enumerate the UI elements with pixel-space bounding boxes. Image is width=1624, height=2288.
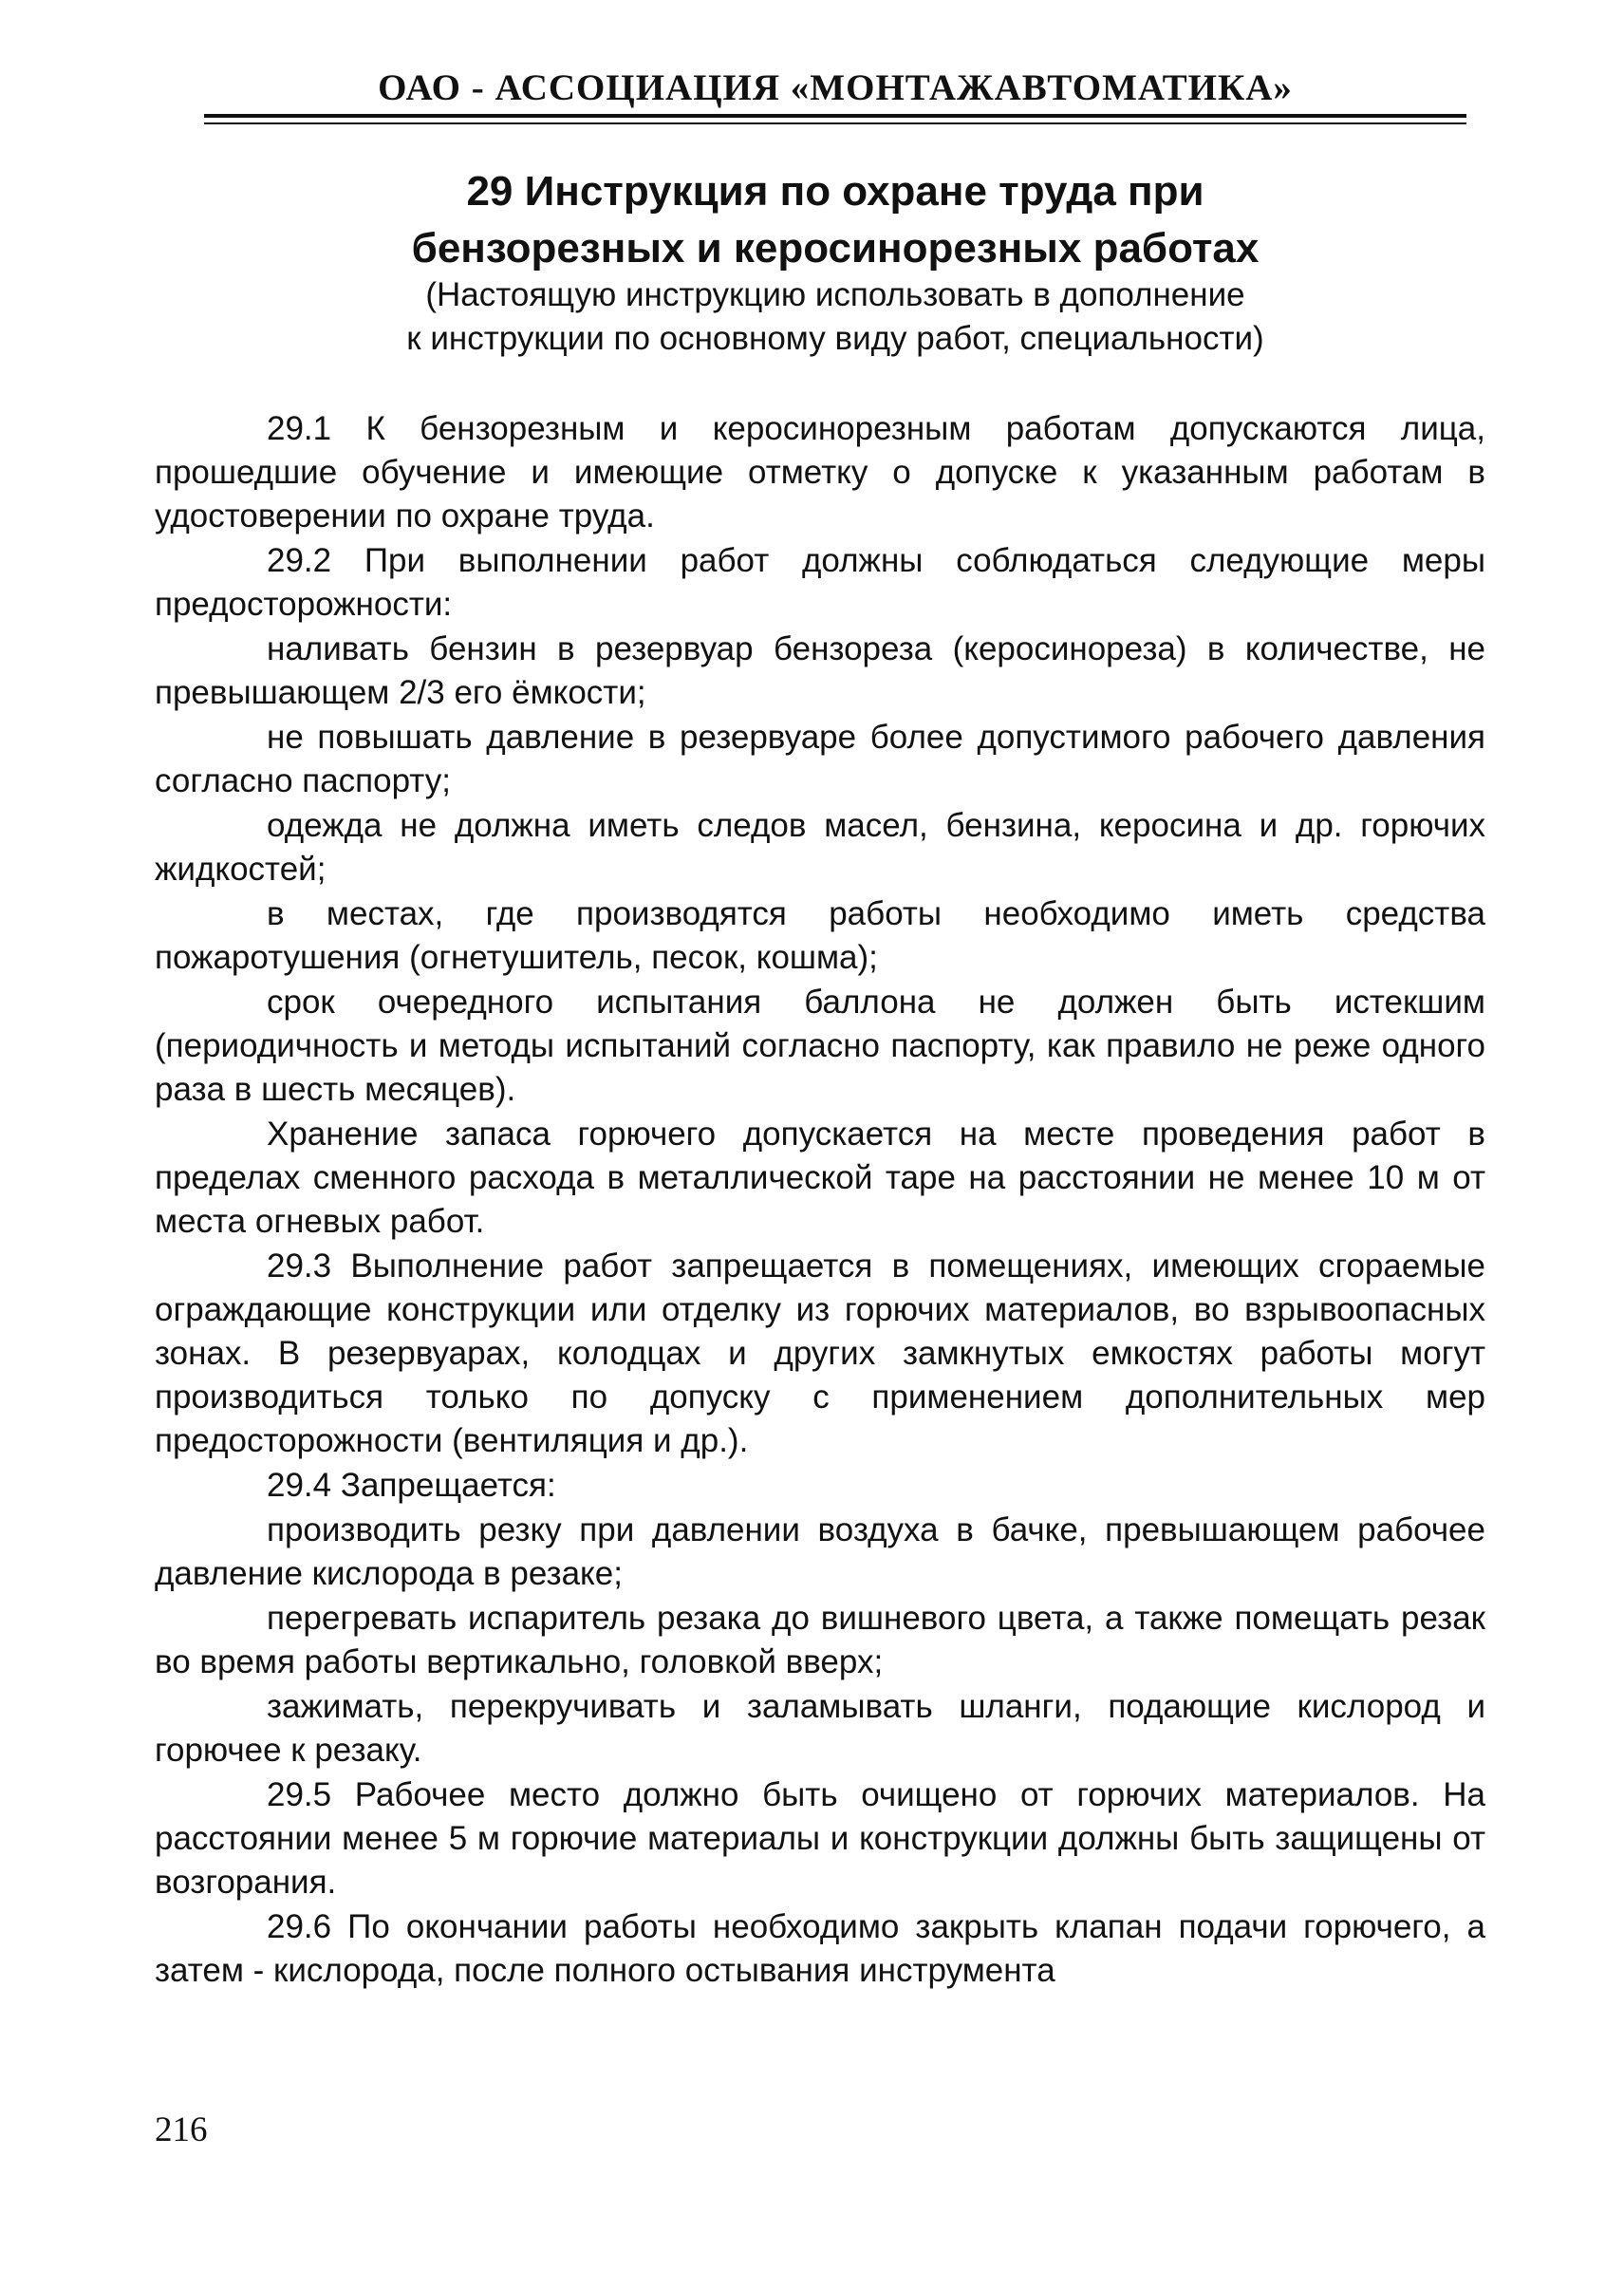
section-subtitle-line-2: к инструкции по основному виду работ, специальности) <box>406 320 1264 357</box>
header-rule-thick <box>204 114 1466 118</box>
paragraph-29-1: 29.1 К бензорезным и керосинорезным работам допускаются лица, прошедшие обучение и имеющие отметку о допуске к указанным работам в удостоверении по охране труда. <box>155 410 1485 534</box>
list-item-pressure: не повышать давление в резервуаре более допустимого рабочего давления согласно паспорту; <box>155 719 1485 799</box>
paragraph-29-5: 29.5 Рабочее место должно быть очищено от горючих материалов. На расстоянии менее 5 м горючие материалы и конструкции должны быть защищены от возгорания. <box>155 1776 1485 1901</box>
list-item-overheat: перегревать испаритель резака до вишневого цвета, а также помещать резак во время работы вертикально, головкой вверх; <box>155 1600 1485 1680</box>
section-title <box>204 163 1466 277</box>
paragraph-29-2: 29.2 При выполнении работ должны соблюдаться следующие меры предосторожности: <box>155 542 1485 623</box>
paragraph-29-4: 29.4 Запрещается: <box>267 1467 556 1504</box>
page-number: 216 <box>155 2110 208 2149</box>
list-item-air-pressure: производить резку при давлении воздуха в бачке, превышающем рабочее давление кислорода в резаке; <box>155 1511 1485 1592</box>
list-item-fire-equipment: в местах, где производятся работы необходимо иметь средства пожаротушения (огнетушитель, песок, кошма); <box>155 895 1485 976</box>
section-title-line-1: 29 Инструкция по охране труда при <box>466 168 1204 215</box>
list-item-clothing: одежда не должна иметь следов масел, бензина, керосина и др. горючих жидкостей; <box>155 807 1485 888</box>
running-header: ОАО - АССОЦИАЦИЯ «МОНТАЖАВТОМАТИКА» <box>378 67 1293 108</box>
paragraph-29-3: 29.3 Выполнение работ запрещается в помещениях, имеющих сгораемые ограждающие конструкции или отделку из горючих материалов, во взрывоопасных зонах. В резервуарах, колодцах и других замкнутых емкостях работы могут производиться только по допуску с применением дополнительных мер предосторожности (вентиляция и др.). <box>155 1247 1485 1459</box>
section-subtitle <box>204 273 1466 361</box>
section-subtitle-line-1: (Настоящую инструкцию использовать в дополнение <box>425 276 1245 313</box>
list-item-hoses: зажимать, перекручивать и заламывать шланги, подающие кислород и горючее к резаку. <box>155 1688 1485 1769</box>
list-item-cylinder-test: срок очередного испытания баллона не должен быть истекшим (периодичность и методы испытаний согласно паспорту, как правило не реже одного раза в шесть месяцев). <box>155 984 1485 1108</box>
document-body <box>155 407 1485 1994</box>
list-item-fuel-fill: наливать бензин в резервуар бензореза (керосинореза) в количестве, не превышающем 2/3 его ёмкости; <box>155 630 1485 711</box>
paragraph-fuel-storage: Хранение запаса горючего допускается на месте проведения работ в пределах сменного расхода в металлической таре на расстоянии не менее 10 м от места огневых работ. <box>155 1116 1485 1240</box>
section-title-line-2: бензорезных и керосинорезных работах <box>411 225 1260 272</box>
header-rule-thin <box>204 122 1466 124</box>
paragraph-29-6: 29.6 По окончании работы необходимо закрыть клапан подачи горючего, а затем - кислорода, после полного остывания инструмента <box>155 1908 1485 1989</box>
